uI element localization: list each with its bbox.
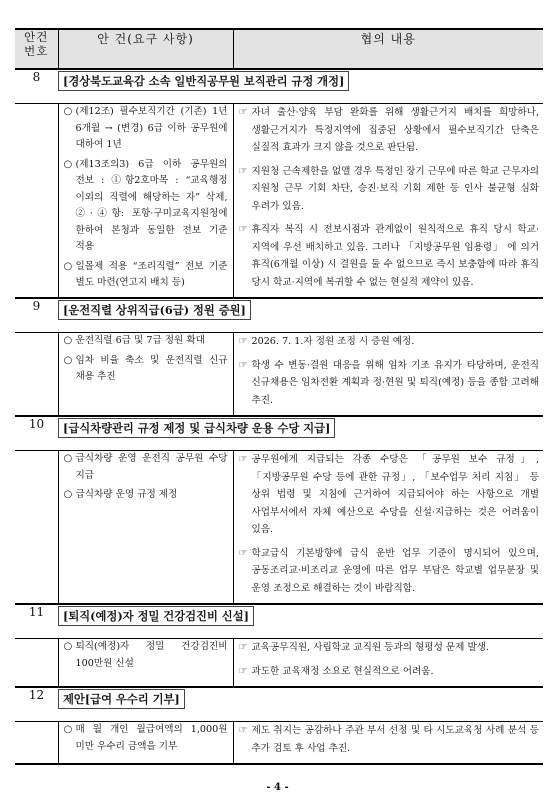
response-text: 지원청 근속제한을 없앨 경우 특정인 장기 근무에 따른 학교 근무자의 지원청 근무 기회 차단, 승진·보직 기회 제한 등 인사 불균형 심화 우려가 있음. [251, 165, 539, 212]
circle-bullet-icon: ○ [63, 158, 73, 170]
agenda-content-row [15, 104, 543, 299]
response-item [239, 545, 540, 598]
response-text: 학교급식 기본방향에 급식 운반 업무 기준이 명시되어 있으며, 공동조리교·비조리교 운영에 따른 업무 부담은 학교별 업무분장 및 운영 조정으로 해결하는 것이 바람직함. [251, 547, 539, 594]
response-text: 제도 취지는 공감하나 주관 부서 선정 및 타 시도교육청 사례 분석 등 추가 검토 후 사업 추진. [251, 725, 539, 754]
response-item [239, 451, 540, 539]
page-number: - 4 - [266, 782, 289, 793]
response-item [239, 104, 540, 157]
agenda-body [15, 69, 543, 764]
table-header [15, 29, 543, 69]
agenda-number: 12 [15, 687, 58, 722]
pointing-hand-icon: ☞ [238, 642, 248, 653]
response-item [239, 639, 540, 657]
pointing-hand-icon: ☞ [238, 336, 248, 347]
header-agenda-number-line1: 안건 [24, 30, 49, 44]
agenda-content-row [15, 333, 543, 417]
response-item [239, 663, 540, 681]
request-cell [58, 333, 233, 417]
agenda-title: 제안[급여 우수리 기부] [58, 689, 185, 709]
agenda-number-spacer [15, 451, 58, 605]
request-item [64, 639, 228, 672]
response-cell [233, 639, 543, 688]
pointing-hand-icon: ☞ [238, 359, 248, 371]
response-item [239, 357, 540, 410]
response-cell [233, 333, 543, 417]
request-text: 임차 비율 축소 및 운전직렬 신규 채용 추진 [75, 354, 228, 382]
agenda-title: [퇴직(예정)자 정밀 건강검진비 신설] [58, 606, 254, 626]
agenda-number: 8 [15, 69, 58, 104]
request-cell [58, 639, 233, 688]
circle-bullet-icon: ○ [63, 260, 73, 272]
request-cell [58, 451, 233, 605]
request-text: 퇴직(예정)자 정밀 건강검진비 100만원 신설 [75, 641, 228, 669]
pointing-hand-icon: ☞ [238, 665, 248, 677]
pointing-hand-icon: ☞ [238, 107, 248, 118]
agenda-number: 10 [15, 416, 58, 451]
request-item [64, 259, 228, 292]
request-item [64, 353, 228, 386]
response-cell [233, 451, 543, 605]
pointing-hand-icon: ☞ [238, 725, 248, 736]
request-text: 매 월 개인 월급여액의 1,000원 미만 우수리 금액을 기부 [75, 724, 228, 752]
response-cell [233, 104, 543, 299]
circle-bullet-icon: ○ [63, 453, 73, 464]
request-cell [58, 722, 233, 765]
request-text: 일몰제 적용 “조리직렬” 전보 기준 별도 마련(연고지 배치 등) [75, 260, 228, 288]
agenda-number-spacer [15, 333, 58, 417]
request-cell [58, 104, 233, 299]
request-item [64, 104, 228, 154]
agenda-title-row [15, 687, 543, 722]
agenda-content-row [15, 451, 543, 605]
agenda-number-spacer [15, 639, 58, 688]
response-item [239, 221, 540, 291]
response-text: 휴직자 복직 시 전보시점과 관계없이 원칙적으로 휴직 당시 학교·지역에 우선 배치하고 있음. 그러나 「지방공무원 임용령」 에 의거 휴직(6개월 이상) 시 결원을 둘 수 없으므로 즉시 보충함에 따라 휴직 당시 학교·지역에 복귀할 수 없는 현실적 제약이 있음. [251, 224, 539, 288]
request-text: 운전직렬 6급 및 7급 정원 확대 [75, 335, 205, 346]
request-text: (제13조의3) 6급 이하 공무원의 전보 : ①항2호마목 : “교육행정 이외의 직렬에 해당하는 자” 삭제, ②·④항: 포항·구미교육지원청에 한하여 본청과 동일한 전보 기준 적용 [75, 158, 228, 252]
agenda-table [15, 28, 543, 765]
response-text: 과도한 교육재정 소요로 현실적으로 어려움. [251, 665, 434, 677]
agenda-title: [경상북도교육감 소속 일반직공무원 보직관리 규정 개정] [58, 71, 349, 91]
response-text: 교육공무직원, 사립학교 교직원 등과의 형평성 문제 발생. [251, 642, 490, 653]
response-cell [233, 722, 543, 765]
pointing-hand-icon: ☞ [238, 165, 248, 177]
request-item [64, 333, 228, 350]
request-text: (제12조) 필수보직기간 (기존) 1년 6개월 → (변경) 6급 이하 공무원에 대하여 1년 [75, 106, 228, 150]
response-item [239, 722, 540, 757]
circle-bullet-icon: ○ [63, 354, 73, 366]
request-item [64, 487, 228, 504]
agenda-title-cell [58, 298, 543, 333]
request-text: 급식차량 운영 규정 제정 [75, 489, 178, 500]
response-text: 학생 수 변동·결원 대응을 위해 임차 기조 유지가 타당하며, 운전직 신규채용은 임차전환 계획과 정·현원 및 퇴직(예정) 등을 종합 고려해 추진. [251, 359, 539, 406]
agenda-title-cell [58, 416, 543, 451]
request-item [64, 722, 228, 755]
agenda-title: [급식차량관리 규정 제정 및 급식차량 운용 수당 지급] [58, 418, 335, 438]
pointing-hand-icon: ☞ [238, 454, 248, 465]
response-text: 2026. 7. 1.자 정원 조정 시 증원 예정. [251, 336, 415, 347]
response-item [239, 333, 540, 351]
request-item [64, 451, 228, 484]
agenda-number: 9 [15, 298, 58, 333]
agenda-content-row [15, 722, 543, 765]
agenda-title-cell [58, 687, 543, 722]
pointing-hand-icon: ☞ [238, 224, 248, 235]
agenda-title-row [15, 416, 543, 451]
response-text: 자녀 출산·양육 부담 완화를 위해 생활근거지 배치를 희망하나, 생활근거지가 특정지역에 집중된 상황에서 필수보직기간 단축은 실질적 효과가 크지 않을 것으로 판단됨. [251, 107, 539, 153]
header-agenda-request: 안 건(요구 사항) [58, 29, 233, 69]
request-text: 급식차량 운영 운전직 공무원 수당 지급 [75, 453, 228, 481]
agenda-title: [운전직렬 상위직급(6급) 정원 증원] [58, 300, 251, 320]
agenda-title-row [15, 604, 543, 639]
circle-bullet-icon: ○ [63, 724, 73, 735]
circle-bullet-icon: ○ [63, 489, 73, 500]
circle-bullet-icon: ○ [63, 106, 73, 117]
request-item [64, 157, 228, 256]
agenda-title-row [15, 69, 543, 104]
agenda-content-row [15, 639, 543, 688]
agenda-number-spacer [15, 722, 58, 765]
agenda-title-cell [58, 69, 543, 104]
agenda-title-row [15, 298, 543, 333]
response-text: 공무원에게 지급되는 각종 수당은 「공무원 보수 규정」, 「지방공무원 수당 등에 관한 규정」, 「보수업무 처리 지침」 등 상위 법령 및 지침에 근거하여 지급되어야 하는 사항으로 개별 사업부서에서 자체 예산으로 수당을 신설·지급하는 것은 어려움이 있음. [251, 454, 539, 535]
circle-bullet-icon: ○ [63, 641, 73, 652]
header-agenda-number [15, 29, 58, 69]
agenda-number-spacer [15, 104, 58, 299]
response-item [239, 163, 540, 216]
header-agenda-number-line2: 번호 [24, 44, 49, 58]
circle-bullet-icon: ○ [63, 335, 73, 346]
agenda-title-cell [58, 604, 543, 639]
header-consultation: 협의 내용 [233, 29, 543, 69]
pointing-hand-icon: ☞ [238, 547, 248, 559]
agenda-number: 11 [15, 604, 58, 639]
